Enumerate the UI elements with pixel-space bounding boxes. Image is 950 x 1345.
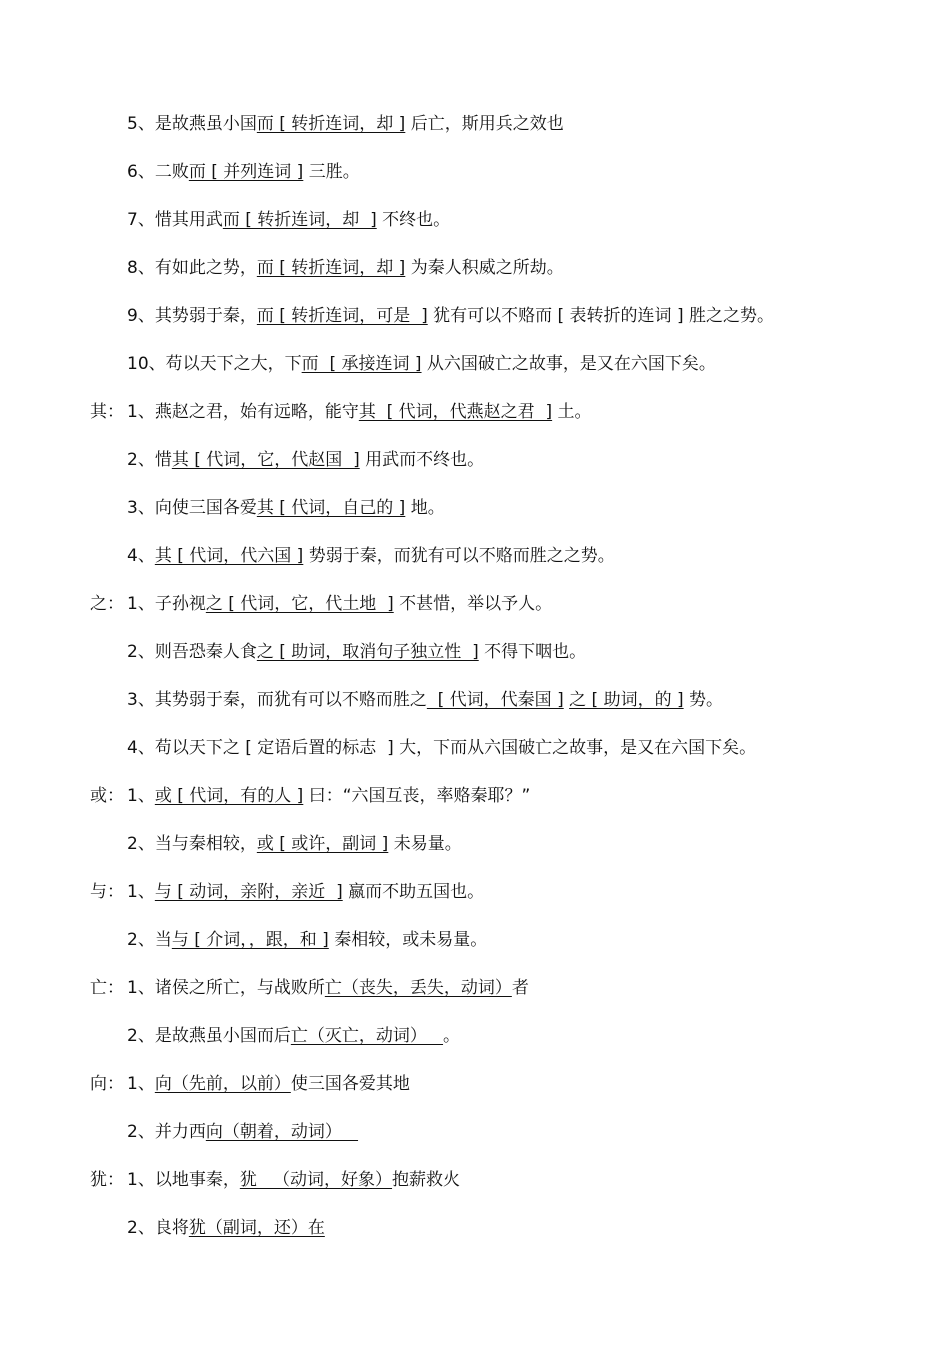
annotation-underlined: 亡（灭亡，动词） — [290, 1026, 444, 1046]
annotation-underlined: 或 [ 代词，有的人 ] — [154, 786, 304, 806]
example-sentence — [127, 592, 552, 616]
sentence-text: 3、其势弱于秦，而犹有可以不赂而胜之 — [127, 690, 427, 710]
example-sentence — [127, 352, 716, 376]
example-sentence — [127, 1120, 358, 1144]
sentence-text: 4、苟以天下之 [ 定语后置的标志 ] 大，下而从六国破亡之故事，是又在六国下矣。 — [127, 738, 757, 758]
entry-character-label: 或： — [90, 786, 124, 806]
sentence-text: 后亡，斯用兵之效也 — [405, 114, 564, 134]
sentence-text: 秦相较，或未易量。 — [328, 930, 488, 950]
sentence-text: 1、燕赵之君，始有远略，能守 — [127, 402, 359, 422]
sentence-text: 2、是故燕虽小国而后 — [127, 1026, 291, 1046]
annotation-underlined: 其 [ 代词，代六国 ] — [154, 546, 304, 566]
sentence-text: 抱薪救火 — [392, 1170, 461, 1190]
sentence-text: 3、向使三国各爱 — [127, 498, 257, 518]
annotation-underlined: 而 [ 承接连词 ] — [301, 354, 422, 374]
annotation-underlined: 或 [ 或许，副词 ] — [256, 834, 389, 854]
sentence-text: 2、则吾恐秦人食 — [127, 642, 257, 662]
example-sentence — [127, 544, 615, 568]
example-sentence — [127, 448, 484, 472]
sentence-text: 势弱于秦，而犹有可以不赂而胜之之势。 — [303, 546, 615, 566]
annotation-underlined: 而 [ 转折连词，可是 ] — [256, 306, 428, 326]
sentence-text: 10、苟以天下之大，下 — [127, 354, 302, 374]
annotation-underlined: 与 [ 介词，，跟，和 ] — [171, 930, 329, 950]
sentence-text: 土。 — [552, 402, 592, 422]
example-sentence — [127, 688, 723, 712]
annotation-underlined: 而 [ 并列连词 ] — [188, 162, 304, 182]
example-sentence — [127, 208, 450, 232]
annotation-underlined: 犹 （动词，好象） — [239, 1170, 393, 1190]
sentence-text: 7、惜其用武 — [127, 210, 223, 230]
example-sentence — [127, 880, 484, 904]
sentence-text: 1、以地事秦， — [127, 1170, 240, 1190]
entry-character-label: 亡： — [90, 978, 124, 998]
sentence-text: 4、 — [127, 546, 155, 566]
example-sentence — [127, 784, 530, 808]
sentence-text: 嬴而不助五国也。 — [342, 882, 485, 902]
example-sentence — [127, 832, 462, 856]
annotation-underlined: 而 [ 转折连词，却 ] — [222, 210, 377, 230]
entry-character-label: 向： — [90, 1074, 124, 1094]
annotation-underlined: 与 [ 动词，亲附，亲近 ] — [154, 882, 343, 902]
sentence-text: 1、诸侯之所亡，与战败所 — [127, 978, 325, 998]
example-sentence — [127, 736, 756, 760]
example-sentence — [127, 304, 774, 328]
example-sentence — [127, 928, 487, 952]
sentence-text: 三胜。 — [303, 162, 360, 182]
sentence-text: 从六国破亡之故事，是又在六国下矣。 — [421, 354, 716, 374]
sentence-text: 为秦人积威之所劫。 — [405, 258, 564, 278]
entry-character-label: 其： — [90, 402, 124, 422]
example-sentence — [127, 400, 592, 424]
sentence-text: 不甚惜，举以予人。 — [393, 594, 553, 614]
annotation-underlined: 向（朝着，动词） — [205, 1122, 359, 1142]
sentence-text: 5、是故燕虽小国 — [127, 114, 257, 134]
example-sentence — [127, 640, 586, 664]
sentence-text: 不终也。 — [376, 210, 451, 230]
example-sentence — [127, 1216, 325, 1240]
sentence-text: 1、 — [127, 786, 155, 806]
annotation-underlined: 之 [ 助词，取消句子独立性 ] — [256, 642, 479, 662]
sentence-text: 者 — [511, 978, 529, 998]
entry-character-label: 与： — [90, 882, 124, 902]
sentence-text: 使三国各爱其地 — [290, 1074, 410, 1094]
entry-character-label: 犹： — [90, 1170, 124, 1190]
entry-character-label: 之： — [90, 594, 124, 614]
sentence-text: 6、二败 — [127, 162, 189, 182]
sentence-text: 9、其势弱于秦， — [127, 306, 257, 326]
sentence-text: 曰：“六国互丧，率赂秦耶？” — [303, 786, 531, 806]
annotation-underlined: [ 代词，代秦国 ] — [426, 690, 564, 710]
sentence-text: 不得下咽也。 — [478, 642, 587, 662]
annotation-underlined: 其 [ 代词，它，代赵国 ] — [171, 450, 360, 470]
sentence-text: 2、惜 — [127, 450, 172, 470]
sentence-text: 2、当与秦相较， — [127, 834, 257, 854]
sentence-text: 犹有可以不赂而 [ 表转折的连词 ] 胜之之势。 — [427, 306, 775, 326]
annotation-underlined: 而 [ 转折连词，却 ] — [256, 114, 406, 134]
example-sentence — [127, 1168, 460, 1192]
sentence-text: 。 — [443, 1026, 461, 1046]
sentence-text: 1、 — [127, 882, 155, 902]
sentence-text: 1、 — [127, 1074, 155, 1094]
example-sentence — [127, 256, 564, 280]
sentence-text: 8、有如此之势， — [127, 258, 257, 278]
sentence-text: 1、子孙视 — [127, 594, 206, 614]
annotation-underlined: 其 [ 代词，自己的 ] — [256, 498, 406, 518]
annotation-underlined: 亡（丧失，丢失，动词） — [324, 978, 512, 998]
sentence-text: 2、当 — [127, 930, 172, 950]
annotation-underlined: 向（先前，以前） — [154, 1074, 291, 1094]
example-sentence — [127, 112, 564, 136]
sentence-text: 未易量。 — [388, 834, 462, 854]
sentence-text: 2、良将 — [127, 1218, 189, 1238]
example-sentence — [127, 1024, 460, 1048]
example-sentence — [127, 160, 360, 184]
example-sentence — [127, 496, 445, 520]
annotation-underlined: 之 [ 助词，的 ] — [569, 690, 684, 710]
annotation-underlined: 犹（副词，还）在 — [188, 1218, 325, 1238]
sentence-text: 用武而不终也。 — [359, 450, 485, 470]
example-sentence — [127, 976, 529, 1000]
sentence-text: 地。 — [405, 498, 445, 518]
example-sentence — [127, 1072, 410, 1096]
sentence-text: 势。 — [683, 690, 724, 710]
sentence-text: 2、并力西 — [127, 1122, 206, 1142]
annotation-underlined: 其 [ 代词，代燕赵之君 ] — [358, 402, 553, 422]
annotation-underlined: 之 [ 代词，它，代土地 ] — [205, 594, 394, 614]
annotation-underlined: 而 [ 转折连词，却 ] — [256, 258, 406, 278]
